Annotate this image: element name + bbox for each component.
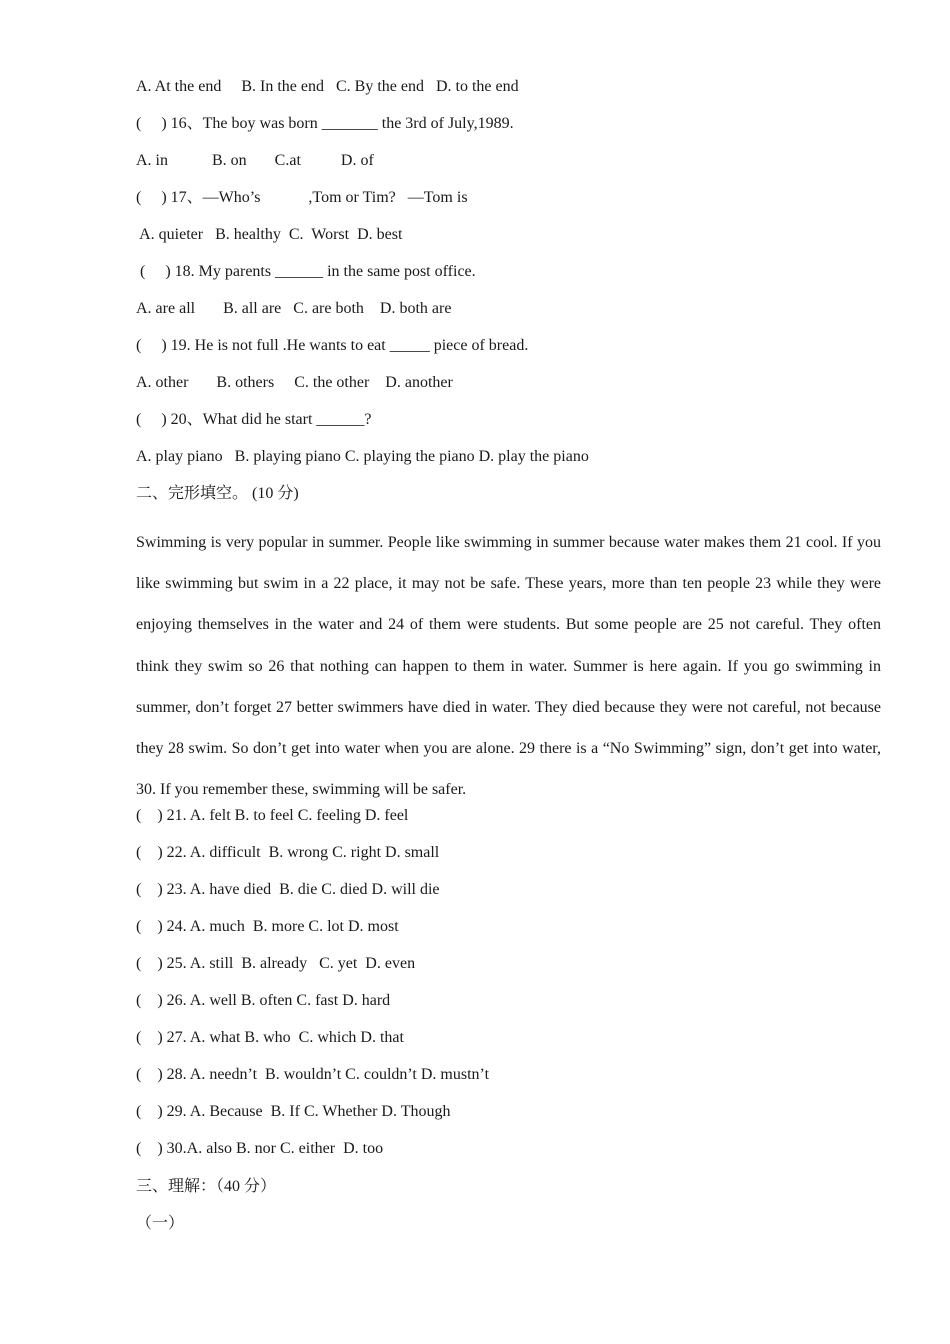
q18-options: A. are all B. all are C. are both D. both are — [136, 300, 452, 317]
q18-question: ( ) 18. My parents ______ in the same post office. — [136, 263, 476, 280]
q22-options: ( ) 22. A. difficult B. wrong C. right D. small — [136, 844, 440, 861]
q20-options: A. play piano B. playing piano C. playing the piano D. play the piano — [136, 448, 589, 465]
q19-question: ( ) 19. He is not full .He wants to eat _____ piece of bread. — [136, 337, 529, 354]
q21-options: ( ) 21. A. felt B. to feel C. feeling D. feel — [136, 807, 409, 824]
q30-options: ( ) 30.A. also B. nor C. either D. too — [136, 1140, 384, 1157]
q28-options: ( ) 28. A. needn’t B. wouldn’t C. couldn’t D. mustn’t — [136, 1066, 490, 1083]
q27-options: ( ) 27. A. what B. who C. which D. that — [136, 1029, 404, 1046]
q19-options: A. other B. others C. the other D. another — [136, 374, 453, 391]
q17-options: A. quieter B. healthy C. Worst D. best — [136, 226, 403, 243]
subsection-1-heading: （一） — [136, 1215, 185, 1232]
q24-options: ( ) 24. A. much B. more C. lot D. most — [136, 918, 399, 935]
q15-options: A. At the end B. In the end C. By the end D. to the end — [136, 78, 519, 95]
q26-options: ( ) 26. A. well B. often C. fast D. hard — [136, 992, 391, 1009]
section-3-heading: 三、理解：（40 分） — [136, 1178, 277, 1195]
q17-question: ( ) 17、—Who’s ,Tom or Tim? —Tom is — [136, 189, 468, 206]
q25-options: ( ) 25. A. still B. already C. yet D. even — [136, 955, 416, 972]
q16-options: A. in B. on C.at D. of — [136, 152, 374, 169]
q23-options: ( ) 23. A. have died B. die C. died D. will die — [136, 881, 440, 898]
q16-question: ( ) 16、The boy was born _______ the 3rd of July,1989. — [136, 115, 514, 132]
cloze-passage: Swimming is very popular in summer. People like swimming in summer because water makes them 21 cool. If you like swimming but swim in a 22 place, it may not be safe. These years, more than ten people 23 while they were enjoying themselves in the water and 24 of them were students. But some people are 25 not careful. They often think they swim so 26 that nothing can happen to them in water. Summer is here again. If you go swimming in summer, don’t forget 27 better swimmers have died in water. They died because they were not careful, not because they 28 swim. So don’t get into water when you are alone. 29 there is a “No Swimming” sign, don’t get into water, 30. If you remember these, swimming will be safer. — [136, 534, 881, 799]
q29-options: ( ) 29. A. Because B. If C. Whether D. Though — [136, 1103, 451, 1120]
section-2-heading: 二、完形填空。 (10 分) — [136, 485, 299, 502]
q20-question: ( ) 20、What did he start ______? — [136, 411, 372, 428]
